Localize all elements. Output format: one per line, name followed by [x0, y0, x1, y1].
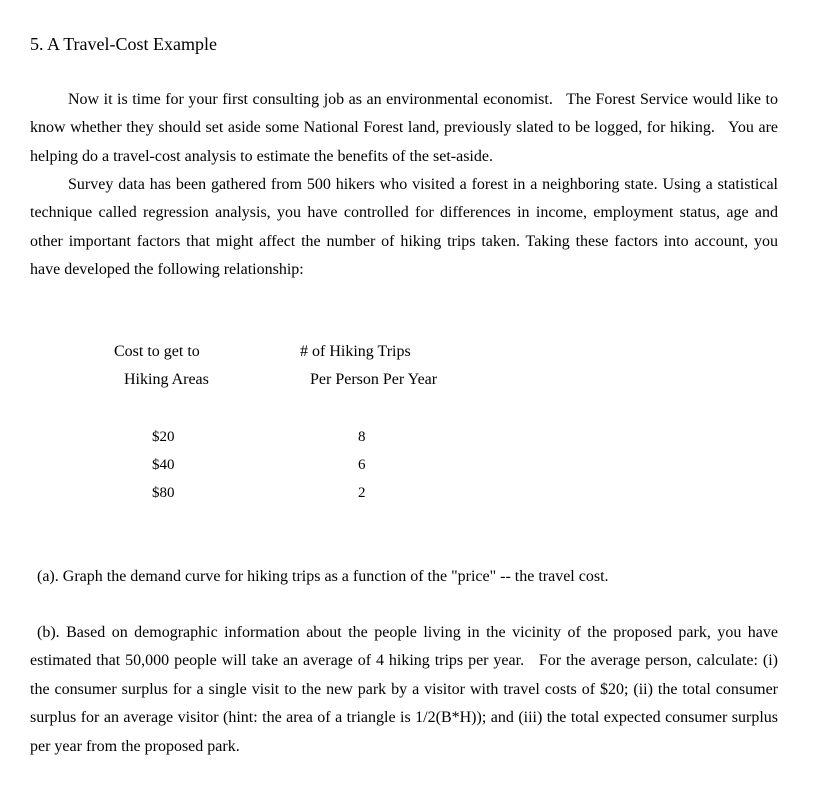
- cost-header-line1: Cost to get to: [114, 343, 200, 360]
- cost-cell-row2: $40: [152, 457, 175, 473]
- section-title: 5. A Travel-Cost Example: [30, 34, 218, 54]
- cost-header-line2: Hiking Areas: [124, 371, 209, 388]
- question-b: (b). Based on demographic information about the people living in the vicinity of the proposed park, you have estimated that 50,000 people will take an average of 4 hiking trips per year. For the average person, calculate: (i) the consumer surplus for a single visit to the new park by a visitor with travel costs of $20; (ii) the total consumer surplus for an average visitor (hint: the area of a triangle is 1/2(B*H)); and (iii) the total expected consumer surplus per year from the proposed park.: [30, 624, 778, 755]
- trips-cell-row1: 8: [358, 429, 366, 445]
- cost-cell-row1: $20: [152, 429, 175, 445]
- question-a: (a). Graph the demand curve for hiking trips as a function of the "price" -- the travel cost.: [37, 568, 609, 585]
- trips-cell-row3: 2: [358, 485, 366, 501]
- survey-paragraph: Survey data has been gathered from 500 hikers who visited a forest in a neighboring state. Using a statistical technique called regression analysis, you have controlled for differences in income, employment status, age and other important factors that might affect the number of hiking trips taken. Taking these factors into account, you have developed the following relationship:: [30, 176, 778, 279]
- trips-header-line1: # of Hiking Trips: [300, 343, 411, 360]
- trips-cell-row2: 6: [358, 457, 366, 473]
- cost-cell-row3: $80: [152, 485, 175, 501]
- trips-header-line2: Per Person Per Year: [310, 371, 438, 388]
- intro-paragraph: Now it is time for your first consulting job as an environmental economist. The Forest Service would like to know whether they should set aside some National Forest land, previously slated to be logged, for hiking. You are helping do a travel-cost analysis to estimate the benefits of the set-aside.: [30, 91, 778, 165]
